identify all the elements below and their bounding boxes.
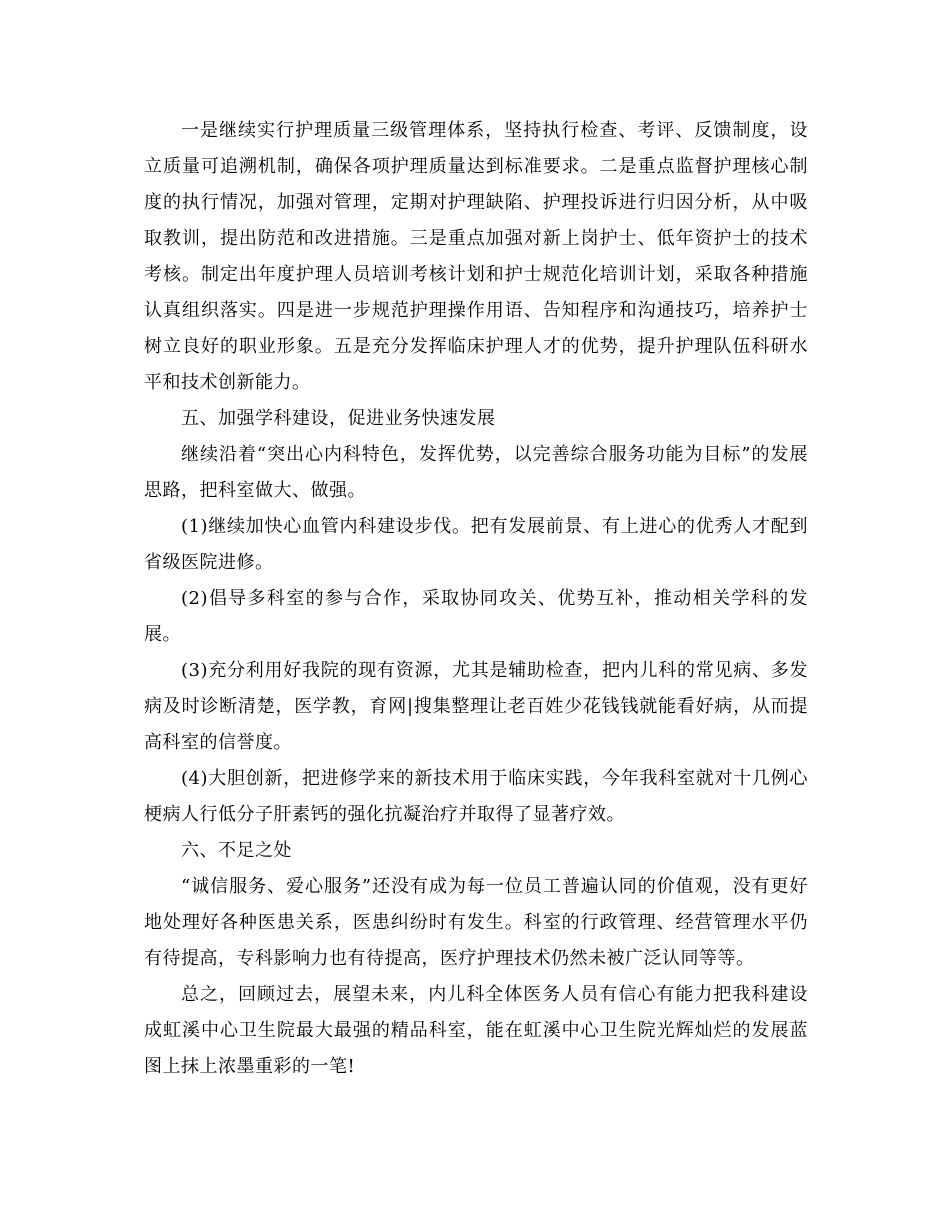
list-item-2: (2)倡导多科室的参与合作，采取协同攻关、优势互补，推动相关学科的发展。 (144, 588, 808, 645)
section-heading-shortcomings: 六、不足之处 (181, 840, 292, 861)
section-heading-discipline: 五、加强学科建设，促进业务快速发展 (181, 408, 496, 429)
document-body (144, 113, 808, 1085)
list-item-4: (4)大胆创新，把进修学来的新技术用于临床实践，今年我科室就对十几例心梗病人行低分子肝素钙的强化抗凝治疗并取得了显著疗效。 (144, 768, 808, 825)
paragraph-conclusion: 总之，回顾过去，展望未来，内儿科全体医务人员有信心有能力把我科建设成虹溪中心卫生院最大最强的精品科室，能在虹溪中心卫生院光辉灿烂的发展蓝图上抹上浓墨重彩的一笔! (144, 984, 808, 1077)
list-item-1: (1)继续加快心血管内科建设步伐。把有发展前景、有上进心的优秀人才配到省级医院进修。 (144, 516, 808, 573)
list-item-3: (3)充分利用好我院的现有资源，尤其是辅助检查，把内儿科的常见病、多发病及时诊断清楚，医学教，育网|搜集整理让老百姓少花钱钱就能看好病，从而提高科室的信誉度。 (144, 660, 808, 753)
paragraph-nursing-quality: 一是继续实行护理质量三级管理体系，坚持执行检查、考评、反馈制度，设立质量可追溯机制，确保各项护理质量达到标准要求。二是重点监督护理核心制度的执行情况，加强对管理，定期对护理缺陷、护理投诉进行归因分析，从中吸取教训，提出防范和改进措施。三是重点加强对新上岗护士、低年资护士的技术考核。制定出年度护理人员培训考核计划和护士规范化培训计划，采取各种措施认真组织落实。四是进一步规范护理操作用语、告知程序和沟通技巧，培养护士树立良好的职业形象。五是充分发挥临床护理人才的优势，提升护理队伍科研水平和技术创新能力。 (144, 120, 808, 393)
paragraph-shortcomings: “诚信服务、爱心服务”还没有成为每一位员工普遍认同的价值观，没有更好地处理好各种医患关系，医患纠纷时有发生。科室的行政管理、经营管理水平仍有待提高，专科影响力也有待提高，医疗护理技术仍然未被广泛认同等等。 (144, 876, 808, 969)
paragraph-development-idea: 继续沿着“突出心内科特色，发挥优势，以完善综合服务功能为目标”的发展思路，把科室做大、做强。 (144, 444, 808, 501)
